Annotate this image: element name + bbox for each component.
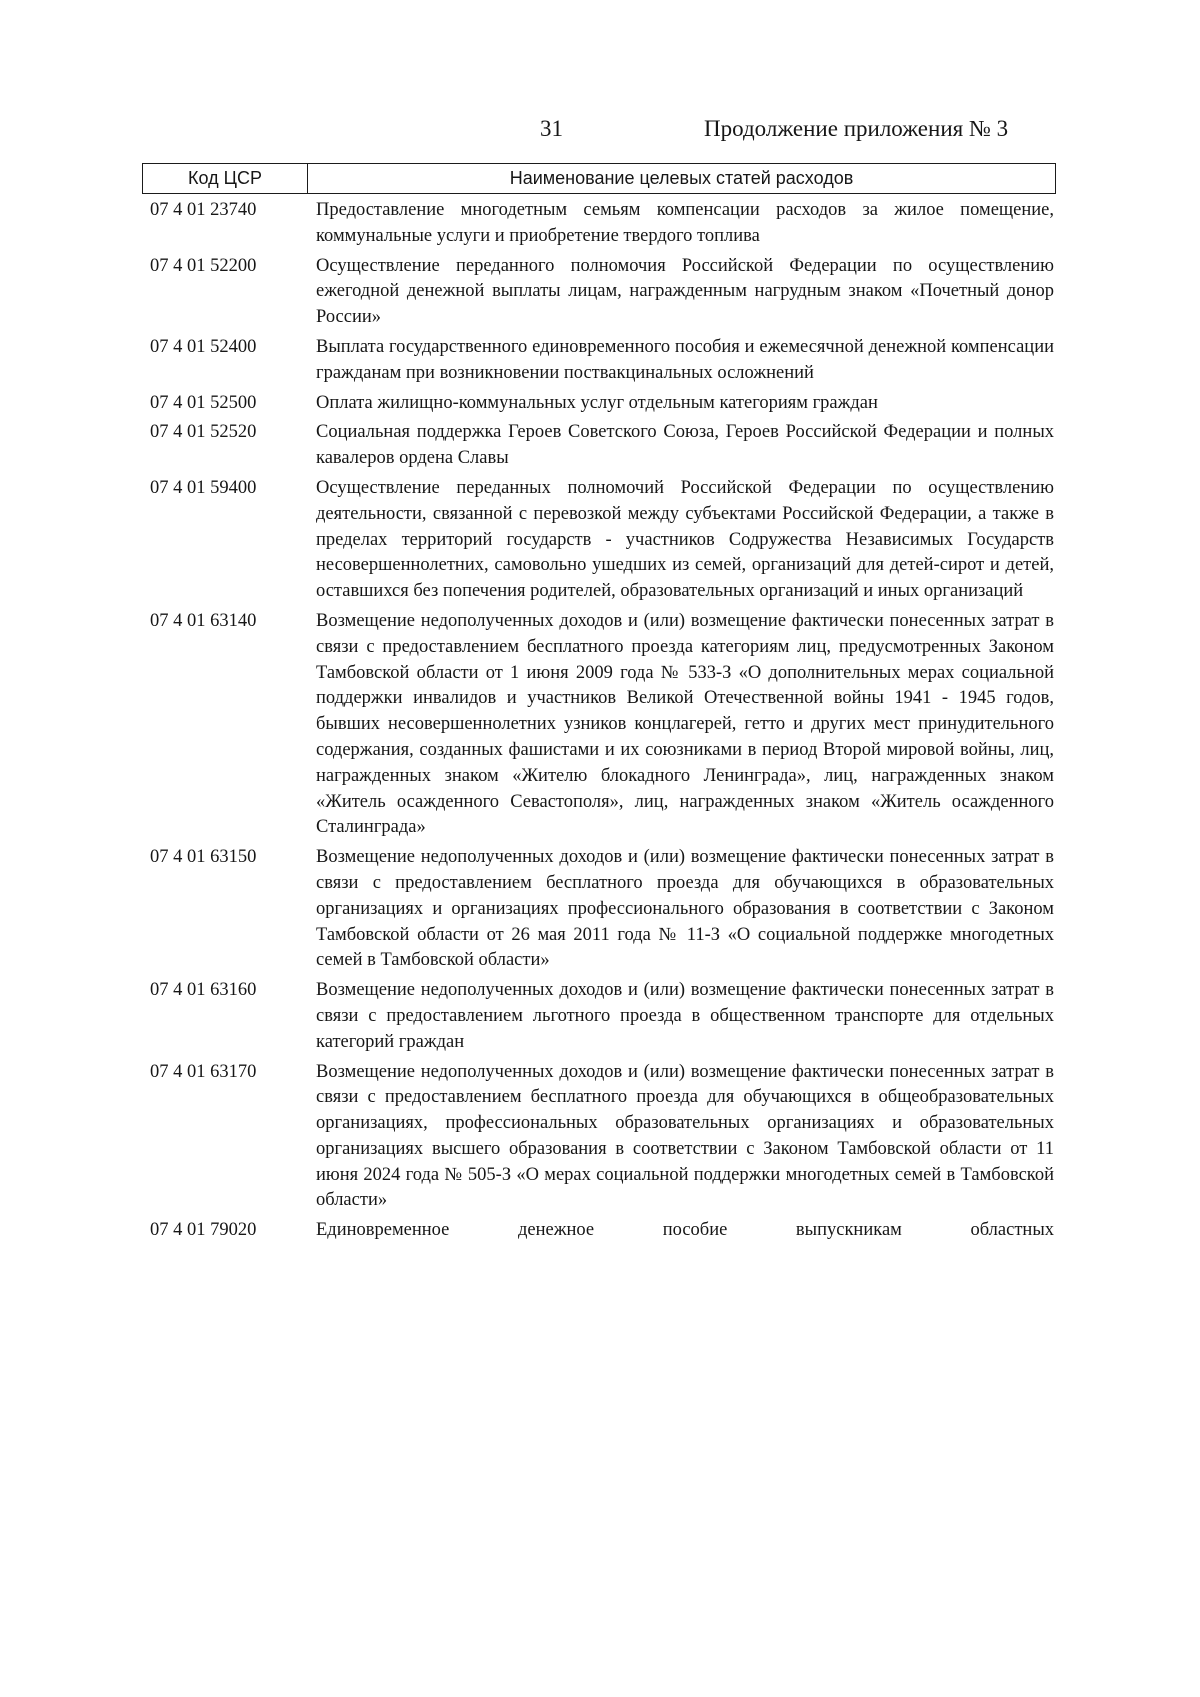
row-name: Возмещение недополученных доходов и (или) возмещение фактически понесенных затрат в связи с предоставлением бесплатного проезда для обучающихся в общеобразовательных организациях, профессиональных образовательных организациях и образовательных организациях высшего образования в соответствии с Законом Тамбовской области от 11 июня 2024 года № 505-З «О мерах социальной поддержки многодетных семей в Тамбовской области» xyxy=(316,1061,1054,1211)
table-row xyxy=(150,978,1054,1055)
row-code: 07 4 01 52400 xyxy=(150,336,257,357)
row-name: Единовременное денежное пособие выпускникам областных xyxy=(316,1220,1054,1241)
header-code-cell: Код ЦСР xyxy=(143,164,308,193)
appendix-continuation-heading: Продолжение приложения № 3 xyxy=(704,116,1009,141)
row-code: 07 4 01 52200 xyxy=(150,255,257,276)
row-name: Предоставление многодетным семьям компенсации расходов за жилое помещение, коммунальные услуги и приобретение твердого топлива xyxy=(316,200,1054,246)
row-name: Возмещение недополученных доходов и (или) возмещение фактически понесенных затрат в связи с предоставлением бесплатного проезда категориям лиц, предусмотренных Законом Тамбовской области от 1 июня 2009 года № 533-З «О дополнительных мерах социальной поддержки инвалидов и участников Великой Отечественной войны 1941 - 1945 годов, бывших несовершеннолетних узников концлагерей, гетто и других мест принудительного содержания, созданных фашистами и их союзниками в период Второй мировой войны, лиц, награжденных знаком «Жителю блокадного Ленинграда», лиц, награжденных знаком «Житель осажденного Севастополя», лиц, награжденных знаком «Житель осажденного Сталинграда» xyxy=(316,610,1054,838)
table-row xyxy=(150,198,1054,250)
row-code: 07 4 01 59400 xyxy=(150,477,257,498)
row-name: Осуществление переданных полномочий Российской Федерации по осуществлению деятельности, связанной с перевозкой между субъектами Российской Федерации, а также в пределах территорий государств - участников Содружества Независимых Государств несовершеннолетних, самовольно ушедших из семей, организаций для детей-сирот и детей, оставшихся без попечения родителей, образовательных организаций и иных организаций xyxy=(316,477,1054,602)
row-code: 07 4 01 63170 xyxy=(150,1061,257,1082)
row-code: 07 4 01 52500 xyxy=(150,392,257,413)
page-number: 31 xyxy=(540,116,563,141)
row-code: 07 4 01 52520 xyxy=(150,422,257,443)
row-name: Возмещение недополученных доходов и (или) возмещение фактически понесенных затрат в связи с предоставлением бесплатного проезда для обучающихся в образовательных организациях и организациях профессионального образования в соответствии с Законом Тамбовской области от 26 мая 2011 года № 11-З «О социальной поддержке многодетных семей в Тамбовской области» xyxy=(316,847,1054,971)
table-body xyxy=(150,198,1054,1248)
row-code: 07 4 01 63140 xyxy=(150,610,257,631)
row-code: 07 4 01 79020 xyxy=(150,1220,257,1241)
row-code: 07 4 01 63150 xyxy=(150,847,257,868)
row-code: 07 4 01 63160 xyxy=(150,980,257,1001)
table-row xyxy=(150,1218,1054,1244)
row-name: Выплата государственного единовременного пособия и ежемесячной денежной компенсации гражданам при возникновении поствакцинальных осложнений xyxy=(316,336,1054,383)
table-row xyxy=(150,391,1054,417)
table-row xyxy=(150,476,1054,605)
table-row xyxy=(150,609,1054,841)
table-row xyxy=(150,335,1054,387)
row-code: 07 4 01 23740 xyxy=(150,200,257,220)
table-row xyxy=(150,1060,1054,1215)
row-name: Осуществление переданного полномочия Российской Федерации по осуществлению ежегодной денежной выплаты лицам, награжденным нагрудным знаком «Почетный донор России» xyxy=(316,255,1054,328)
row-name: Оплата жилищно-коммунальных услуг отдельным категориям граждан xyxy=(316,392,878,413)
row-name: Социальная поддержка Героев Советского Союза, Героев Российской Федерации и полных кавалеров ордена Славы xyxy=(316,422,1054,469)
header-name-cell: Наименование целевых статей расходов xyxy=(509,168,854,188)
row-name: Возмещение недополученных доходов и (или) возмещение фактически понесенных затрат в связи с предоставлением льготного проезда в общественном транспорте для отдельных категорий граждан xyxy=(316,980,1054,1052)
table-row xyxy=(150,845,1054,974)
table-row xyxy=(150,420,1054,472)
table-row xyxy=(150,254,1054,331)
table-header xyxy=(142,163,1056,194)
